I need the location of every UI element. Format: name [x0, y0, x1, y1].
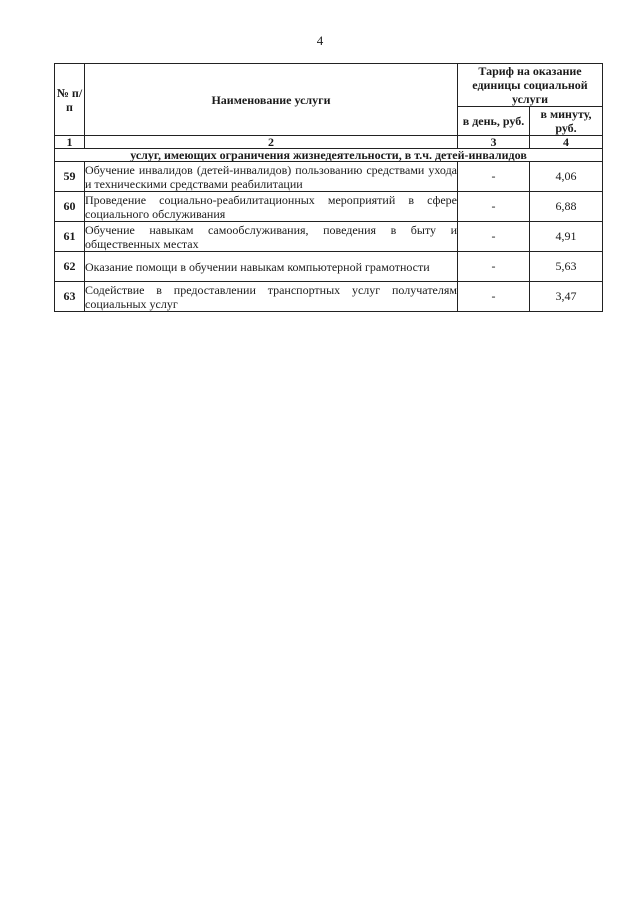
tariff-per-day: -: [458, 252, 530, 282]
header-row: [55, 64, 603, 107]
tariff-per-minute: 3,47: [530, 282, 603, 312]
table-row: [55, 192, 603, 222]
table-row: [55, 162, 603, 192]
table-row: [55, 222, 603, 252]
page-number: 4: [316, 33, 324, 48]
service-name: Содействие в предоставлении транспортных услуг получателям социальных услуг: [85, 282, 457, 311]
row-number: 59: [55, 162, 85, 192]
column-number: 1: [55, 136, 85, 149]
column-number: 2: [85, 136, 458, 149]
column-number-row: [55, 136, 603, 149]
column-header-per-day: в день, руб.: [458, 107, 530, 136]
table-row: [55, 252, 603, 282]
section-title: услуг, имеющих ограничения жизнедеятельности, в т.ч. детей-инвалидов: [55, 149, 603, 162]
service-name: Проведение социально-реабилитационных мероприятий в сфере социального обслуживания: [85, 192, 457, 221]
row-number: 63: [55, 282, 85, 312]
row-number: 60: [55, 192, 85, 222]
row-number: 61: [55, 222, 85, 252]
column-number: 3: [458, 136, 530, 149]
service-name: Обучение инвалидов (детей-инвалидов) пользованию средствами ухода и техническими средствами реабилитации: [85, 162, 457, 191]
tariff-per-day: -: [458, 192, 530, 222]
service-name: Обучение навыкам самообслуживания, поведения в быту и общественных местах: [85, 222, 457, 251]
tariff-per-minute: 4,91: [530, 222, 603, 252]
column-header-service-name: Наименование услуги: [85, 64, 458, 136]
section-row: [55, 149, 603, 162]
table-row: [55, 282, 603, 312]
tariff-per-day: -: [458, 162, 530, 192]
tariff-per-day: -: [458, 222, 530, 252]
column-header-number: № п/п: [55, 64, 85, 136]
column-header-per-minute: в минуту, руб.: [530, 107, 603, 136]
tariff-table: [54, 63, 603, 312]
tariff-per-day: -: [458, 282, 530, 312]
column-number: 4: [530, 136, 603, 149]
row-number: 62: [55, 252, 85, 282]
service-name: Оказание помощи в обучении навыкам компьютерной грамотности: [85, 252, 458, 282]
tariff-per-minute: 6,88: [530, 192, 603, 222]
column-header-tariff: Тариф на оказание единицы социальной услуги: [458, 64, 603, 107]
tariff-per-minute: 5,63: [530, 252, 603, 282]
tariff-per-minute: 4,06: [530, 162, 603, 192]
